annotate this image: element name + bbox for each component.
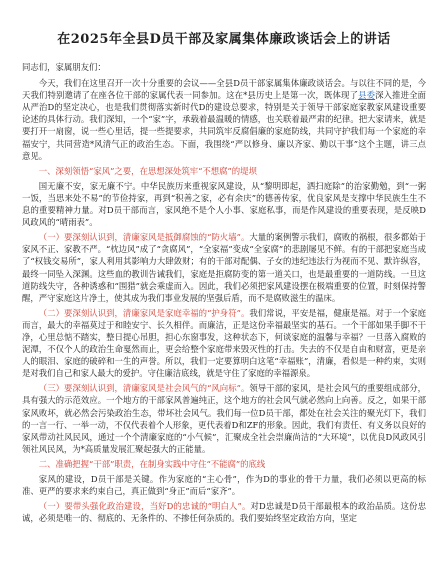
section-1-point-1 bbox=[22, 231, 426, 304]
point-2-label: （二）要深刻认识到，清廉家风是家庭幸福的“护身符”。 bbox=[38, 307, 250, 318]
document-title: 在2025年全县D员干部及家属集体廉政谈话会上的讲话 bbox=[57, 32, 391, 47]
section-1-point-2 bbox=[22, 307, 426, 380]
point-3-label: （三）要深刻认识到，清廉家风是社会风气的“风向标”。 bbox=[38, 383, 250, 394]
greeting: 同志们，家属朋友们： bbox=[22, 62, 106, 72]
point-3-text: 领导干部的家风，是社会风气的重要组成部分，具有强大的示范效应。一个地方的干部家风普遍纯正，这个地方的社会风气就必然向上向善。反之，如果干部家风败坏，就必然会污染政治生态，带坏社会风气。我们每一位D员干部，都处在社会关注的聚光灯下，我们的一言一行、一举一动，不仅代表着个人形象，更代表着D和ZF的形象。因此，我们有责任、有义务以良好的家风带动社风民风，通过一个个清廉家庭的“小气候”，汇聚成全社会崇廉尚洁的“大环境”，以优良D风政风引领社风民风，为*高质量发展汇聚起强大的正能量。 bbox=[22, 383, 427, 454]
section-2-point-1 bbox=[22, 500, 426, 524]
point-1-text: 大量的案例警示我们，腐败的祸根，很多都始于家风不正、家教不严。“枕边风”成了“贪腐风”，“全家福”变成“全家腐”的悲剧屡见不鲜。有的干部把家庭当成了“权钱交易所”，家人利用其影响力大肆敛财；有的干部对配偶、子女的违纪违法行为视而不见、默许纵容，最终一同坠入深渊。这些血的教训告诫我们，家庭是拒腐防变的第一道关口，也是最重要的一道防线。一旦这道防线失守，各种诱惑和“围猎”就会乘虚而入。因此，我们必须把家风建设摆在极端重要的位置，时刻保持警醒，严守家庭这片净土，使其成为我们事业发展的坚强后盾，而不是腐败滋生的温床。 bbox=[22, 232, 427, 303]
point-1-label: （一）要深刻认识到，清廉家风是抵御腐蚀的“防火墙”。 bbox=[38, 232, 250, 243]
point-2-text: 我们常说，平安是福，健康是福。对于一个家庭而言，最大的幸福莫过于和睦安宁、长久相伴。而廉洁，正是这份幸福最坚实的基石。一个干部如果手脚不干净，心里总惦不踏实，整日提心吊胆，担心东窗事发，这种状态下，何谈家庭的温馨与幸福？一旦落入腐败的泥潭，不仅个人的政治生命戛然而止，更会给整个家庭带来毁灭性的打击。失去的不仅是自由和财富，更是亲人的眼泪、家庭的破碎和一生的声誉。所以，我们一定要算明白这笔“幸福账”，清廉，看似是一种约束，实则是对我们自己和家人最大的爱护。守住廉洁底线，就是守住了家庭的幸福源泉。 bbox=[22, 307, 427, 379]
section-2-point-1-text: 对D忠诚是D员干部最根本的政治品质。这份忠诚，必须是唯一的、彻底的、无条件的、不掺任何杂质的。我们要始终坚定政治方向，坚定 bbox=[22, 501, 426, 524]
section-2-point-1-label: （一）要带头强化政治建设，当好D的忠诚的“明白人”。 bbox=[38, 501, 251, 512]
section-1-intro: 国无廉不安，家无廉不宁。中华民族历来重视家风建设，从“黎明即起，洒扫庭除”的治家勤勉，到“一粥一饭，当思来处不易”的节俭持家，再到“积善之家，必有余庆”的德善传家，优良家风是支撑中华民族生生不息的重要精神力量。对D员干部而言，家风绝不是个人小事、家庭私事，而是作风建设的重要表现，是反映D风政风的“晴雨表”。 bbox=[22, 180, 426, 228]
section-2-heading: 二、准确把握“干部”职责，在制身实践中守住“不能腐”的底线 bbox=[38, 458, 266, 469]
intro-text-before: 今天，我们在这里召开一次十分重要的会议——全县D员干部家属集体廉政谈话会。与以往不同的是，今天我们特别邀请了在座各位干部的家属代表一同参加。这在*县历史上是第一次，既体现了 bbox=[22, 78, 426, 101]
section-1-heading: 一、深刻领悟“家风”之要，在思想深处筑牢“不想腐”的堤坝 bbox=[38, 165, 257, 176]
section-2-intro: 家风的建设，D员干部是关键。作为家庭的“主心骨”，作为D的事业的骨干力量，我们必须以更高的标准、更严的要求来约束自己，真正做到“身正”而后“家齐”。 bbox=[22, 474, 426, 497]
section-1-point-3 bbox=[22, 382, 426, 455]
intro-paragraph bbox=[22, 77, 426, 162]
county-committee-link[interactable]: 县委 bbox=[358, 90, 376, 101]
intro-text-after: 深入推进全面从严治D的坚定决心，也是我们贯彻落实新时代D的建设总要求，特别是关于领导干部家庭家教家风建设重要论述的具体行动。我们深知，一个“家”字，承载着最温暖的情感，也关联着最严肃的纪律。把大家请来，就是要打开一扇窗，说一些心里话，提一些提要求，共同筑牢反腐倡廉的家庭防线，共同守护我们每一个家庭的幸福安宁，共同营造*风清气正的政治生态。下面，我围绕“严以修身、廉以齐家、勤以干事”这个主题，讲三点意见。 bbox=[22, 90, 427, 161]
